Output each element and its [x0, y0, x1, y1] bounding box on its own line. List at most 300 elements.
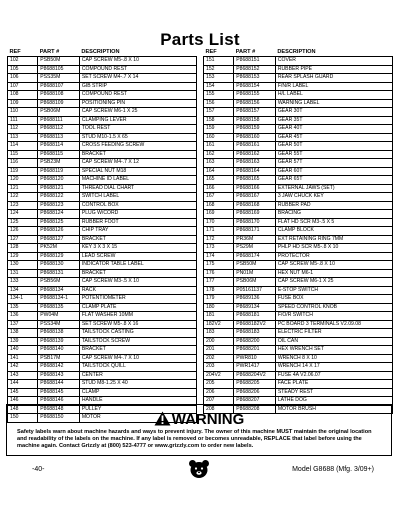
- part-description: LATHE DOG: [275, 397, 392, 406]
- table-row: [204, 303, 393, 312]
- part-description: REAR SPLASH GUARD: [275, 74, 392, 83]
- table-row: [8, 354, 197, 363]
- part-number: P8688208: [234, 405, 276, 414]
- part-number: P8688138: [38, 329, 80, 338]
- table-row: [8, 65, 197, 74]
- table-row: [204, 252, 393, 261]
- part-ref: 114: [8, 142, 38, 151]
- table-row: [204, 210, 393, 219]
- part-ref: 164: [204, 167, 234, 176]
- part-description: COVER: [275, 57, 392, 66]
- part-description: CONTROL BOX: [79, 201, 196, 210]
- part-number: P8688109: [38, 99, 80, 108]
- part-ref: 142: [8, 363, 38, 372]
- part-ref: 125: [8, 218, 38, 227]
- table-row: [8, 210, 197, 219]
- part-description: HEX WRENCH SET: [275, 346, 392, 355]
- part-ref: 157: [204, 108, 234, 117]
- part-ref: 130: [8, 261, 38, 270]
- part-description: STUD M8-1.25 X 40: [79, 380, 196, 389]
- part-number: PK52M: [38, 244, 80, 253]
- part-ref: 161: [204, 142, 234, 151]
- table-row: [204, 184, 393, 193]
- part-number: P8688139: [38, 337, 80, 346]
- part-number: PSS35M: [38, 74, 80, 83]
- part-description: BRACKET: [79, 269, 196, 278]
- table-row: [204, 65, 393, 74]
- part-ref: 113: [8, 133, 38, 142]
- part-description: GEAR 35T: [275, 116, 392, 125]
- table-row: [8, 320, 197, 329]
- part-description: WARNING LABEL: [275, 99, 392, 108]
- part-ref: 177: [204, 278, 234, 287]
- table-row: [204, 176, 393, 185]
- table-row: [8, 82, 197, 91]
- part-ref: 111: [8, 116, 38, 125]
- part-description: CAP SCREW M5-.8 X 10: [275, 261, 392, 270]
- table-row: [204, 57, 393, 66]
- part-description: FUSE BOX: [275, 295, 392, 304]
- table-row: [8, 150, 197, 159]
- table-row: [8, 388, 197, 397]
- part-description: TOOL REST: [79, 125, 196, 134]
- table-row: [204, 108, 393, 117]
- part-ref: 155: [204, 91, 234, 100]
- part-description: SWITCH LABEL: [79, 193, 196, 202]
- part-ref: 167: [204, 193, 234, 202]
- part-number: P8688111: [38, 116, 80, 125]
- table-row: [8, 133, 197, 142]
- part-number: P8688166: [234, 184, 276, 193]
- part-description: CROSS FEEDING SCREW: [79, 142, 196, 151]
- header-description: DESCRIPTION: [277, 49, 316, 55]
- warning-heading-text: WARNING: [171, 411, 245, 428]
- part-description: F/N/R LABEL: [275, 82, 392, 91]
- table-row: [8, 176, 197, 185]
- part-description: GEAR 50T: [275, 142, 392, 151]
- part-number: P8688142: [38, 363, 80, 372]
- table-row: [204, 159, 393, 168]
- table-row: [204, 346, 393, 355]
- part-description: BRACKET: [79, 235, 196, 244]
- part-description: HANDLE: [79, 397, 196, 406]
- part-number: P8689136: [234, 295, 276, 304]
- part-number: P8688123: [38, 201, 80, 210]
- table-row: [204, 227, 393, 236]
- table-row: [8, 193, 197, 202]
- part-description: ELECTRIC FILTER: [275, 329, 392, 338]
- part-ref: 172: [204, 235, 234, 244]
- part-description: GIB STRIP: [79, 82, 196, 91]
- part-description: GEAR 57T: [275, 159, 392, 168]
- part-ref: 146: [8, 397, 38, 406]
- part-ref: 102: [8, 57, 38, 66]
- part-description: EXTERNAL JAWS (SET): [275, 184, 392, 193]
- table-row: [204, 278, 393, 287]
- part-ref: 120: [8, 176, 38, 185]
- part-description: TAILSTOCK SCREW: [79, 337, 196, 346]
- parts-table-right: [203, 48, 393, 414]
- part-number: P8688156: [234, 99, 276, 108]
- table-row: [8, 252, 197, 261]
- part-number: P8688125: [38, 218, 80, 227]
- part-number: P8688135: [38, 303, 80, 312]
- table-row: [8, 312, 197, 321]
- part-number: PSB50M: [234, 261, 276, 270]
- part-description: SET SCREW M5-.8 X 16: [79, 320, 196, 329]
- table-row: [204, 244, 393, 253]
- part-description: MOTOR: [79, 414, 196, 423]
- table-row: [204, 91, 393, 100]
- grizzly-bear-logo-icon: [188, 459, 210, 479]
- part-description: CLAMP PLATE: [79, 303, 196, 312]
- part-number: PSB06M: [38, 108, 80, 117]
- table-row: [8, 159, 197, 168]
- part-number: PW04M: [38, 312, 80, 321]
- part-ref: 163: [204, 159, 234, 168]
- part-description: CLAMPING LEVER: [79, 116, 196, 125]
- part-ref: 179: [204, 295, 234, 304]
- part-ref: 143: [8, 371, 38, 380]
- part-ref: 183: [204, 329, 234, 338]
- part-number: PWR1417: [234, 363, 276, 372]
- table-row: [204, 363, 393, 372]
- part-ref: 121: [8, 184, 38, 193]
- part-number: P8688151: [234, 57, 276, 66]
- part-number: P8688168: [234, 201, 276, 210]
- part-ref: 153: [204, 74, 234, 83]
- part-ref: 156: [204, 99, 234, 108]
- part-description: CAP SCREW M3-.5 X 10: [79, 278, 196, 287]
- table-row: [8, 329, 197, 338]
- part-ref: 173: [204, 244, 234, 253]
- table-row: [204, 380, 393, 389]
- table-row: [8, 142, 197, 151]
- part-ref: 181: [204, 312, 234, 321]
- parts-table-left: [7, 48, 197, 423]
- part-ref: 159: [204, 125, 234, 134]
- part-number: P8688134-1: [38, 295, 80, 304]
- part-description: GEAR 55T: [275, 150, 392, 159]
- part-ref: 110: [8, 108, 38, 117]
- part-ref: 137: [8, 320, 38, 329]
- part-ref: 136: [8, 312, 38, 321]
- part-number: P8688159: [234, 125, 276, 134]
- part-number: P8688207: [234, 397, 276, 406]
- part-ref: 133: [8, 278, 38, 287]
- table-row: [204, 74, 393, 83]
- part-number: P8688169: [234, 210, 276, 219]
- part-ref: 140: [8, 346, 38, 355]
- table-row: [8, 227, 197, 236]
- part-ref: 166: [204, 184, 234, 193]
- table-row: [8, 218, 197, 227]
- table-row: [204, 337, 393, 346]
- part-number: P8688170: [234, 218, 276, 227]
- part-description: FLAT HD SCR M3-.5 X 5: [275, 218, 392, 227]
- part-number: P8688164: [234, 167, 276, 176]
- part-ref: 182V2: [204, 320, 234, 329]
- header-part: PART #: [39, 49, 60, 55]
- part-ref: 108: [8, 91, 38, 100]
- table-row: [8, 125, 197, 134]
- part-number: P8688120: [38, 176, 80, 185]
- table-row: [8, 167, 197, 176]
- part-number: P8688131: [38, 269, 80, 278]
- part-ref: 144: [8, 380, 38, 389]
- part-number: P8688112: [38, 125, 80, 134]
- part-ref: 139: [8, 337, 38, 346]
- part-ref: 160: [204, 133, 234, 142]
- part-ref: 165: [204, 176, 234, 185]
- part-number: P8688165: [234, 176, 276, 185]
- part-number: P8688122: [38, 193, 80, 202]
- part-ref: 141: [8, 354, 38, 363]
- part-number: P8688144: [38, 380, 80, 389]
- part-description: SPECIAL NUT M18: [79, 167, 196, 176]
- part-ref: 158: [204, 116, 234, 125]
- part-number: P8688130: [38, 261, 80, 270]
- table-row: [204, 116, 393, 125]
- part-description: CLAMP BLOCK: [275, 227, 392, 236]
- part-ref: 203: [204, 363, 234, 372]
- part-ref: 207: [204, 397, 234, 406]
- part-number: P8688121: [38, 184, 80, 193]
- part-description: POSITIONING PIN: [79, 99, 196, 108]
- table-row: [204, 125, 393, 134]
- part-ref: 168: [204, 201, 234, 210]
- part-ref: 115: [8, 150, 38, 159]
- part-description: GEAR 30T: [275, 108, 392, 117]
- part-number: P8688145: [38, 388, 80, 397]
- part-number: P8688157: [234, 108, 276, 117]
- header-description: DESCRIPTION: [81, 49, 120, 55]
- warning-triangle-icon: [154, 411, 171, 426]
- part-description: COMPOUND REST: [79, 91, 196, 100]
- part-number: P8688181: [234, 312, 276, 321]
- part-ref: 127: [8, 235, 38, 244]
- part-number: P8688107: [38, 82, 80, 91]
- part-description: CAP SCREW M6-1 X 25: [79, 108, 196, 117]
- part-ref: 106: [8, 74, 38, 83]
- part-ref: 201: [204, 346, 234, 355]
- part-number: P8688108: [38, 91, 80, 100]
- part-description: TAILSTOCK QUILL: [79, 363, 196, 372]
- part-number: PR36M: [234, 235, 276, 244]
- part-number: P8688143: [38, 371, 80, 380]
- part-description: BRACKET: [79, 150, 196, 159]
- part-number: P05161137: [234, 286, 276, 295]
- part-number: P8688134: [38, 286, 80, 295]
- part-ref: 154: [204, 82, 234, 91]
- part-description: COMPOUND REST: [79, 65, 196, 74]
- part-description: WRENCH 8 X 10: [275, 354, 392, 363]
- part-ref: 205: [204, 380, 234, 389]
- part-number: P8688201: [234, 346, 276, 355]
- part-description: GEAR 60T: [275, 167, 392, 176]
- table-header-row: [8, 48, 197, 57]
- part-ref: 145: [8, 388, 38, 397]
- table-row: [204, 295, 393, 304]
- part-ref: 152: [204, 65, 234, 74]
- part-number: PSB06M: [234, 278, 276, 287]
- part-description: POTENTIOMETER: [79, 295, 196, 304]
- table-row: [204, 218, 393, 227]
- part-description: FACE PLATE: [275, 380, 392, 389]
- part-number: P8688113: [38, 133, 80, 142]
- part-description: GEAR 65T: [275, 176, 392, 185]
- part-number: P8688158: [234, 116, 276, 125]
- part-description: STUD M10-1.5 X 65: [79, 133, 196, 142]
- part-number: P8688160: [234, 133, 276, 142]
- part-number: P8688150: [38, 414, 80, 423]
- header-ref: REF: [9, 49, 21, 55]
- part-description: WRENCH 14 X 17: [275, 363, 392, 372]
- part-ref: 135: [8, 303, 38, 312]
- part-number: PWR810: [234, 354, 276, 363]
- part-ref: 204V2: [204, 371, 234, 380]
- part-number: P8688124: [38, 210, 80, 219]
- part-ref: 134: [8, 286, 38, 295]
- part-ref: 119: [8, 167, 38, 176]
- part-number: P8688167: [234, 193, 276, 202]
- part-description: BRACING: [275, 210, 392, 219]
- table-row: [204, 150, 393, 159]
- part-ref: 170: [204, 218, 234, 227]
- table-row: [8, 261, 197, 270]
- table-row: [204, 235, 393, 244]
- part-description: THREAD DIAL CHART: [79, 184, 196, 193]
- table-row: [204, 193, 393, 202]
- table-row: [8, 91, 197, 100]
- page-title: Parts List: [160, 30, 240, 49]
- part-description: FUSE 4A V2.06.07: [275, 371, 392, 380]
- part-description: PC BOARD 3 TERMINALS V2.09.08: [275, 320, 392, 329]
- warning-heading: [7, 411, 391, 428]
- part-description: CAP SCREW M5-.8 X 10: [79, 57, 196, 66]
- part-number: P8688155: [234, 91, 276, 100]
- part-description: RACK: [79, 286, 196, 295]
- part-description: EXT RETAINING RING 7MM: [275, 235, 392, 244]
- table-row: [204, 312, 393, 321]
- part-description: SPEED CONTROL KNOB: [275, 303, 392, 312]
- table-row: [204, 388, 393, 397]
- part-number: P8688183: [234, 329, 276, 338]
- part-description: CAP SCREW M4-.7 X 12: [79, 159, 196, 168]
- part-ref: 206: [204, 388, 234, 397]
- part-ref: 126: [8, 227, 38, 236]
- part-ref: 171: [204, 227, 234, 236]
- part-ref: 150: [8, 414, 38, 423]
- part-number: P8688115: [38, 150, 80, 159]
- part-description: CENTER: [79, 371, 196, 380]
- table-row: [204, 201, 393, 210]
- table-row: [204, 269, 393, 278]
- table-row: [8, 184, 197, 193]
- part-number: P8688146: [38, 397, 80, 406]
- table-row: [204, 371, 393, 380]
- part-number: P8688114: [38, 142, 80, 151]
- part-ref: 131: [8, 269, 38, 278]
- table-row: [8, 57, 197, 66]
- table-row: [8, 371, 197, 380]
- part-number: P8688204V2: [234, 371, 276, 380]
- table-row: [8, 269, 197, 278]
- part-description: PULLEY: [79, 405, 196, 414]
- page-number: -40-: [32, 466, 45, 473]
- part-description: F/O/R SWITCH: [275, 312, 392, 321]
- part-ref: 129: [8, 252, 38, 261]
- part-ref: 174: [204, 252, 234, 261]
- part-description: RUBBER PAD: [275, 201, 392, 210]
- part-number: P8688174: [234, 252, 276, 261]
- part-description: RUBBER PIPE: [275, 65, 392, 74]
- part-description: PROTECTOR: [275, 252, 392, 261]
- part-description: INDICATOR TABLE LABEL: [79, 261, 196, 270]
- part-description: CHIP TRAY: [79, 227, 196, 236]
- part-ref: 180: [204, 303, 234, 312]
- table-row: [204, 142, 393, 151]
- part-ref: 124: [8, 210, 38, 219]
- part-description: KEY 3 X 3 X 15: [79, 244, 196, 253]
- table-row: [8, 346, 197, 355]
- part-ref: 109: [8, 99, 38, 108]
- part-description: CAP SCREW M6-1 X 25: [275, 278, 392, 287]
- part-number: P8688206: [234, 388, 276, 397]
- table-row: [8, 363, 197, 372]
- part-description: MOTOR BRUSH: [275, 405, 392, 414]
- table-row: [8, 108, 197, 117]
- part-ref: 122: [8, 193, 38, 202]
- part-ref: 208: [204, 405, 234, 414]
- table-row: [204, 261, 393, 270]
- part-description: FLAT WASHER 10MM: [79, 312, 196, 321]
- table-row: [8, 74, 197, 83]
- part-ref: 202: [204, 354, 234, 363]
- part-number: P8688171: [234, 227, 276, 236]
- part-ref: 151: [204, 57, 234, 66]
- part-description: SET SCREW M4-.7 X 14: [79, 74, 196, 83]
- part-description: HEX NUT M6-1: [275, 269, 392, 278]
- table-row: [8, 244, 197, 253]
- part-description: H/L LABEL: [275, 91, 392, 100]
- table-row: [8, 235, 197, 244]
- part-number: P8688148: [38, 405, 80, 414]
- part-ref: 175: [204, 261, 234, 270]
- part-description: CLAMP: [79, 388, 196, 397]
- part-ref: 148: [8, 405, 38, 414]
- part-number: PN01M: [234, 269, 276, 278]
- part-number: PSB23M: [38, 159, 80, 168]
- part-description: E-STOP SWITCH: [275, 286, 392, 295]
- part-description: PHLP HD SCR M5-.8 X 10: [275, 244, 392, 253]
- part-ref: 107: [8, 82, 38, 91]
- part-description: CAP SCREW M4-.7 X 10: [79, 354, 196, 363]
- part-number: PSB56M: [38, 278, 80, 287]
- part-number: P8688105: [38, 65, 80, 74]
- table-row: [8, 201, 197, 210]
- part-number: PSS34M: [38, 320, 80, 329]
- part-ref: 105: [8, 65, 38, 74]
- part-number: P8688154: [234, 82, 276, 91]
- part-number: P8688163: [234, 159, 276, 168]
- part-number: P8688129: [38, 252, 80, 261]
- warning-text: Safety labels warn about machine hazards and ways to prevent injury. The owner of this machine MUST maintain the original location and readability of the labels on the machine. If any label is removed or becomes unreadable, REPLACE that label before using the machine again. Contact Grizzly at (800) 523-4777 or www.grizzly.com to order new labels.: [17, 429, 372, 449]
- part-ref: 116: [8, 159, 38, 168]
- part-number: PS29M: [234, 244, 276, 253]
- part-ref: 169: [204, 210, 234, 219]
- table-row: [8, 380, 197, 389]
